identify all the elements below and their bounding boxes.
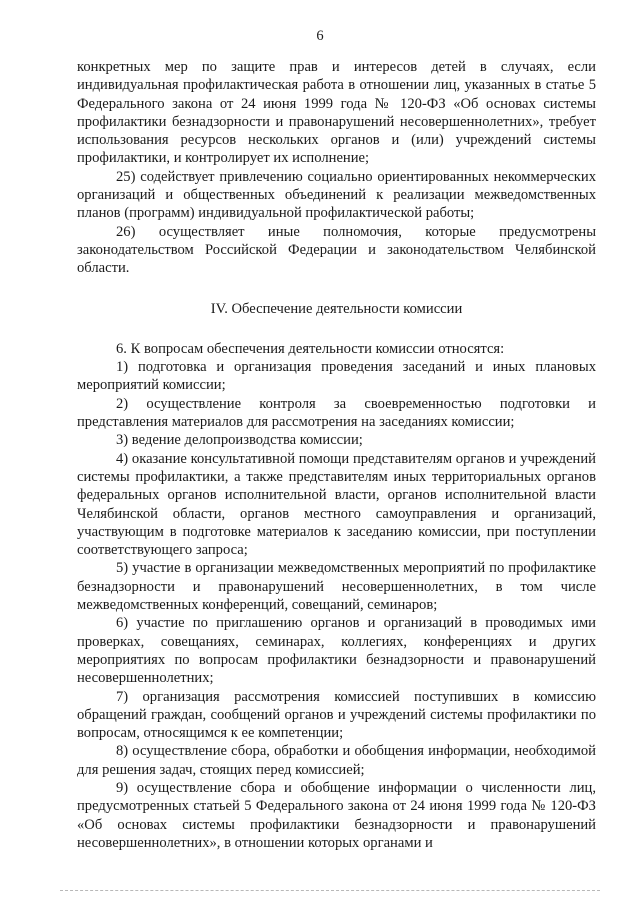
paragraph-item-25: 25) содействует привлечению социально ориентированных некоммерческих организаций и общественных объединений к реализации межведомственных планов (программ) индивидуальной профилактической работы; <box>77 168 596 222</box>
document-body <box>77 58 596 852</box>
list-item-1: 1) подготовка и организация проведения заседаний и иных плановых мероприятий комиссии; <box>77 359 596 394</box>
paragraph-continuation: конкретных мер по защите прав и интересов детей в случаях, если индивидуальная профилактическая работа в отношении лиц, указанных в статье 5 Федерального закона от 24 июня 1999 года № 120-ФЗ «Об основах системы профилактики безнадзорности и правонарушений несовершеннолетних», требует использования ресурсов нескольких органов и (или) учреждений системы профилактики, и контролирует их исполнение; <box>77 59 596 167</box>
page-number: 6 <box>316 28 324 44</box>
list-item-3: 3) ведение делопроизводства комиссии; <box>116 432 363 449</box>
list-item-4: 4) оказание консультативной помощи представителям органов и учреждений системы профилактики, а также представителям иных территориальных органов федеральных органов исполнительной власти, органов исполнительной власти Челябинской области, органов местного самоуправления и организаций, участвующим в подготовке материалов к заседанию комиссии, при поступлении соответствующего запроса; <box>77 450 596 559</box>
list-item-7: 7) организация рассмотрения комиссией поступивших в комиссию обращений граждан, сообщений органов и учреждений системы профилактики по вопросам, относящимся к ее компетенции; <box>77 688 596 742</box>
section-heading: IV. Обеспечение деятельности комиссии <box>210 300 463 317</box>
list-item-6: 6) участие по приглашению органов и организаций в проводимых ими проверках, совещаниях, семинарах, коллегиях, конференциях и других мероприятиях по вопросам профилактики безнадзорности и правонарушений несовершеннолетних; <box>77 615 596 687</box>
paragraph-item-26: 26) осуществляет иные полномочия, которые предусмотрены законодательством Российской Федерации и законодательством Челябинской области. <box>77 223 596 277</box>
list-item-8: 8) осуществление сбора, обработки и обобщения информации, необходимой для решения задач, стоящих перед комиссией; <box>77 743 596 778</box>
list-item-9: 9) осуществление сбора и обобщение информации о численности лиц, предусмотренных статьей 5 Федерального закона от 24 июня 1999 года № 120-ФЗ «Об основах системы профилактики безнадзорности и правонарушений несовершеннолетних», в отношении которых органами и <box>77 779 596 851</box>
list-item-5: 5) участие в организации межведомственных мероприятий по профилактике безнадзорности и правонарушений несовершеннолетних, в том числе межведомственных конференций, совещаний, семинаров; <box>77 560 596 614</box>
list-item-2: 2) осуществление контроля за своевременностью подготовки и представления материалов для рассмотрения на заседаниях комиссии; <box>77 395 596 431</box>
scan-bottom-edge <box>60 890 600 892</box>
paragraph-clause-6: 6. К вопросам обеспечения деятельности комиссии относятся: <box>116 340 505 357</box>
